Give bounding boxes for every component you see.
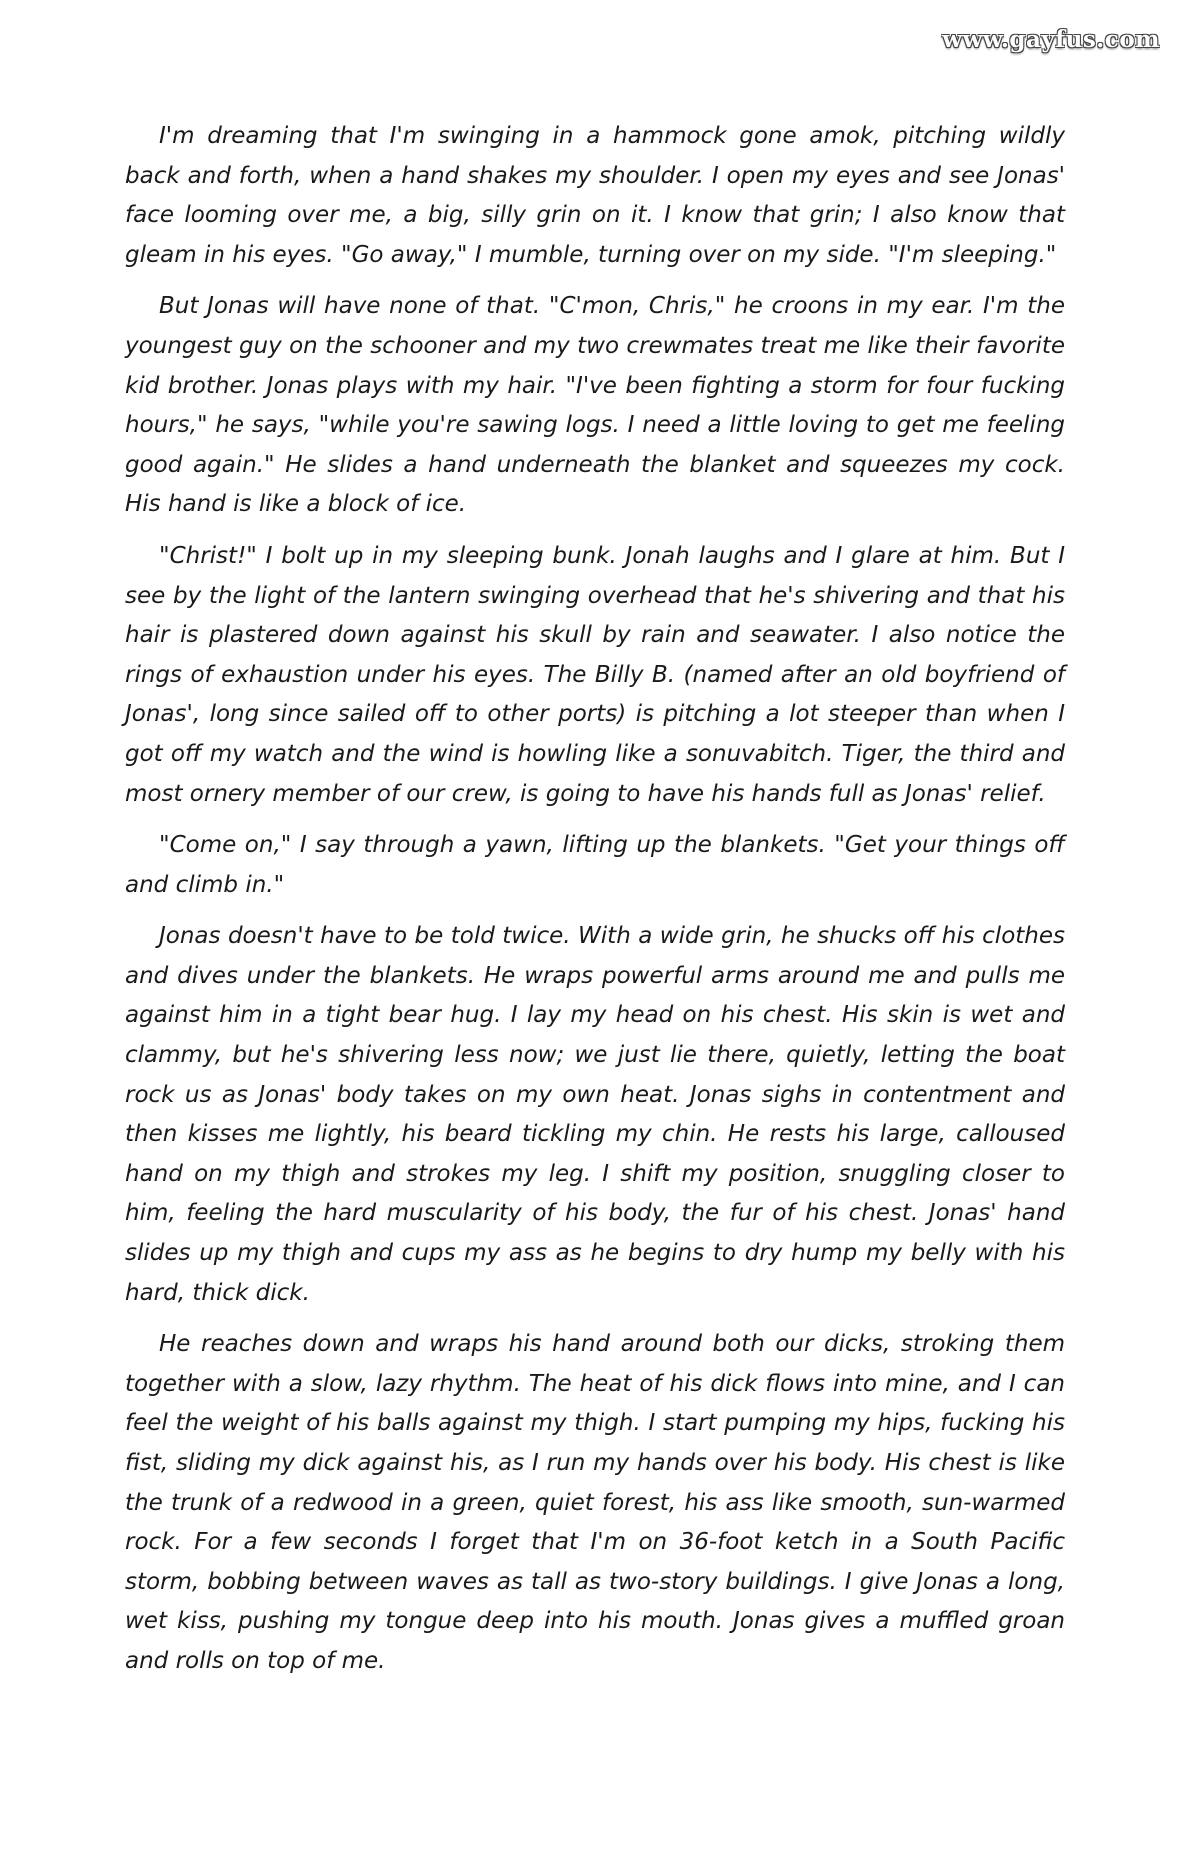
paragraph-1: I'm dreaming that I'm swinging in a hammock gone amok, pitching wildly back and forth, when a hand shakes my shoulder. I open my eyes and see Jonas' face looming over me, a big, silly grin on it. I know that grin; I also know that gleam in his eyes. "Go away," I mumble, turning over on my side. "I'm sleeping." (125, 123, 1065, 268)
paragraph-2: But Jonas will have none of that. "C'mon, Chris," he croons in my ear. I'm the youngest guy on the schooner and my two crewmates treat me like their favorite kid brother. Jonas plays with my hair. "I've been fighting a storm for four fucking hours," he says, "while you're sawing logs. I need a little loving to get me feeling good again." He slides a hand underneath the blanket and squeezes my cock. His hand is like a block of ice. (125, 293, 1065, 518)
paragraph-5: Jonas doesn't have to be told twice. With a wide grin, he shucks off his clothes and dives under the blankets. He wraps powerful arms around me and pulls me against him in a tight bear hug. I lay my head on his chest. His skin is wet and clammy, but he's shivering less now; we just lie there, quietly, letting the boat rock us as Jonas' body takes on my own heat. Jonas sighs in contentment and then kisses me lightly, his beard tickling my chin. He rests his large, calloused hand on my thigh and strokes my leg. I shift my position, snuggling closer to him, feeling the hard muscularity of his body, the fur of his chest. Jonas' hand slides up my thigh and cups my ass as he begins to dry hump my belly with his hard, thick dick. (125, 923, 1065, 1306)
watermark: www.gayfus.com (942, 26, 1160, 53)
paragraph-4: "Come on," I say through a yawn, lifting up the blankets. "Get your things off and climb in." (125, 832, 1065, 898)
story-text (125, 117, 1065, 1694)
paragraph-3: "Christ!" I bolt up in my sleeping bunk. Jonah laughs and I glare at him. But I see by the light of the lantern swinging overhead that he's shivering and that his hair is plastered down against his skull by rain and seawater. I also notice the rings of exhaustion under his eyes. The Billy B. (named after an old boyfriend of Jonas', long since sailed off to other ports) is pitching a lot steeper than when I got off my watch and the wind is howling like a sonuvabitch. Tiger, the third and most ornery member of our crew, is going to have his hands full as Jonas' relief. (125, 542, 1065, 807)
paragraph-6: He reaches down and wraps his hand around both our dicks, stroking them together with a slow, lazy rhythm. The heat of his dick flows into mine, and I can feel the weight of his balls against my thigh. I start pumping my hips, fucking his fist, sliding my dick against his, as I run my hands over his body. His chest is like the trunk of a redwood in a green, quiet forest, his ass like smooth, sun-warmed rock. For a few seconds I forget that I'm on 36-foot ketch in a South Pacific storm, bobbing between waves as tall as two-story buildings. I give Jonas a long, wet kiss, pushing my tongue deep into his mouth. Jonas gives a muffled groan and rolls on top of me. (125, 1331, 1065, 1674)
